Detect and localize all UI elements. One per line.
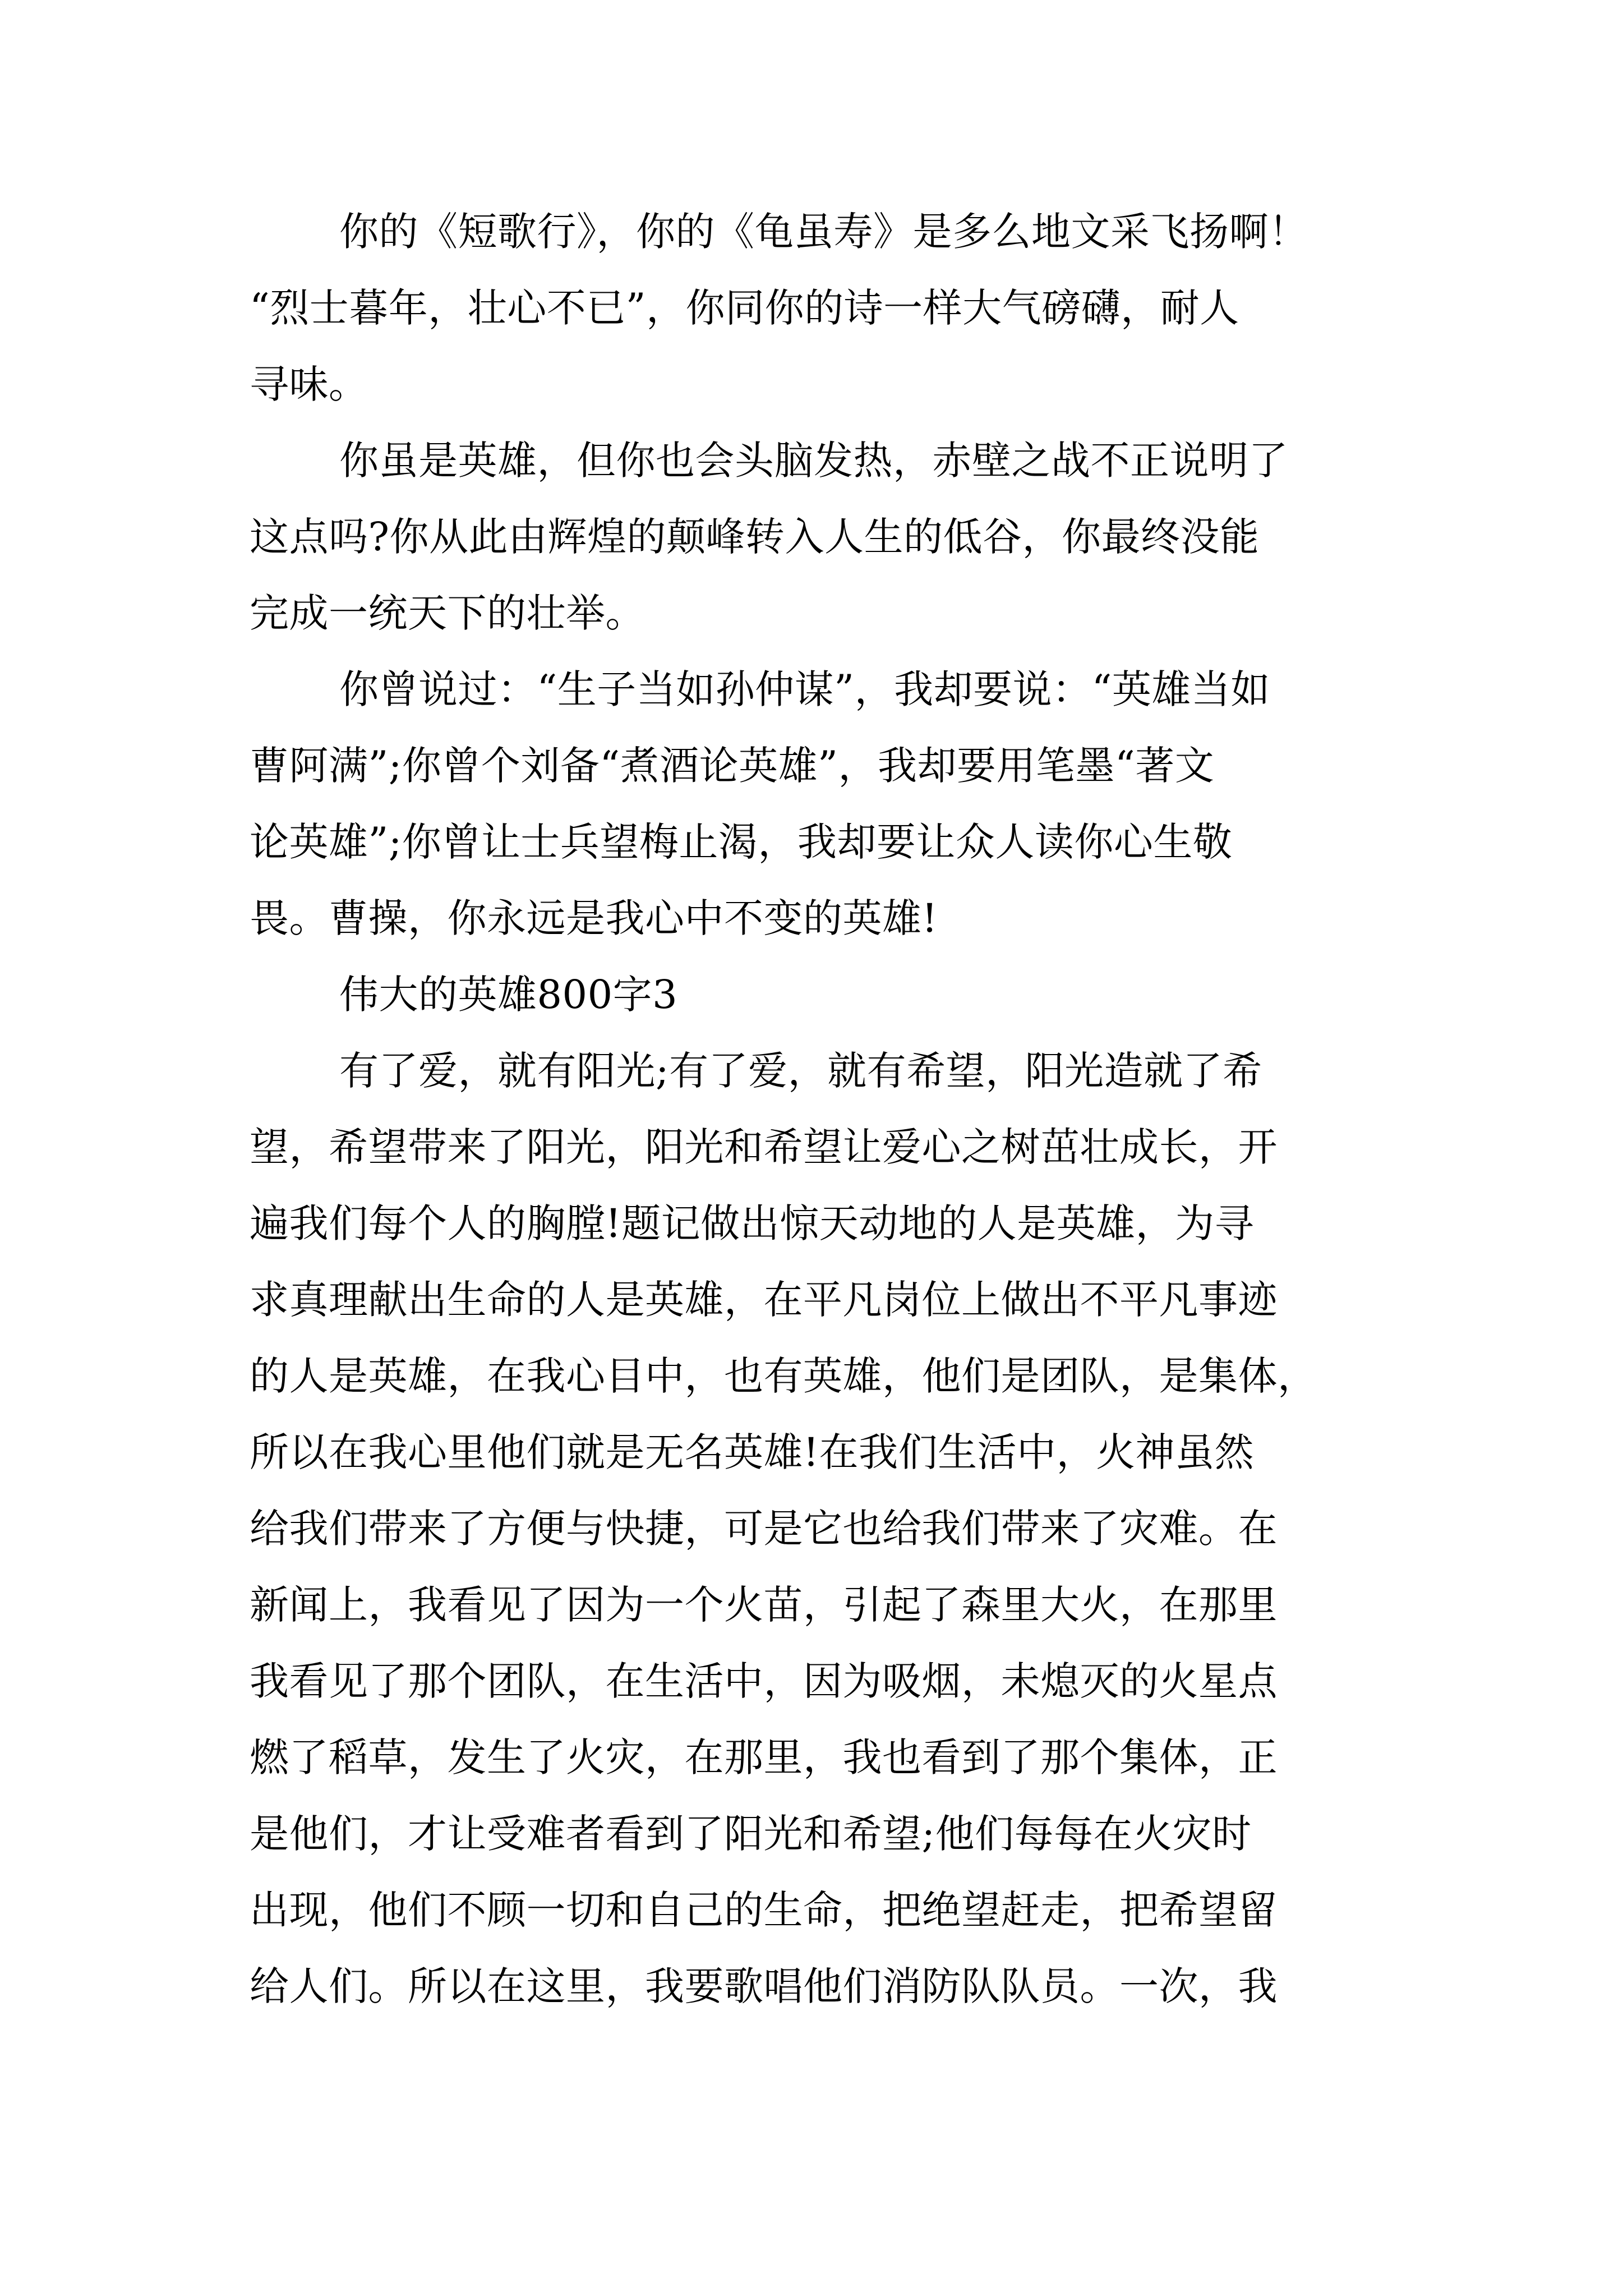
text-line: 论英雄”;你曾让士兵望梅止渴，我却要让众人读你心生敬 (250, 819, 1233, 865)
text-line: 畏。曹操，你永远是我心中不变的英雄! (250, 895, 938, 941)
text-line: 你虽是英雄，但你也会头脑发热，赤壁之战不正说明了 (339, 438, 1288, 484)
text-line: 新闻上，我看见了因为一个火苗，引起了森里大火，在那里 (250, 1582, 1278, 1628)
text-line: 曹阿满”;你曾个刘备“煮酒论英雄”，我却要用笔墨“著文 (250, 743, 1215, 789)
text-line: “烈士暮年，壮心不已”，你同你的诗一样大气磅礴，耐人 (250, 285, 1239, 331)
text-line: 这点吗?你从此由辉煌的颠峰转入人生的低谷，你最终没能 (250, 514, 1260, 560)
text-line: 出现，他们不顾一切和自己的生命，把绝望赶走，把希望留 (250, 1887, 1278, 1933)
text-line: 遍我们每个人的胸膛!题记做出惊天动地的人是英雄，为寻 (250, 1200, 1255, 1246)
text-line: 寻味。 (250, 361, 368, 407)
text-line: 燃了稻草，发生了火灾，在那里，我也看到了那个集体，正 (250, 1734, 1278, 1780)
document-body (250, 194, 1377, 2024)
text-line: 完成一统天下的壮举。 (250, 590, 645, 636)
text-line: 有了爱，就有阳光;有了爱，就有希望，阳光造就了希 (339, 1048, 1262, 1094)
text-line: 你的《短歌行》，你的《龟虽寿》是多么地文采飞扬啊！ (339, 209, 1308, 255)
text-line: 你曾说过：“生子当如孙仲谋”，我却要说：“英雄当如 (339, 666, 1270, 712)
text-line: 所以在我心里他们就是无名英雄!在我们生活中，火神虽然 (250, 1429, 1255, 1475)
section-heading: 伟大的英雄800字3 (339, 972, 678, 1018)
text-line: 的人是英雄，在我心目中，也有英雄，他们是团队，是集体， (250, 1353, 1317, 1399)
text-line: 求真理献出生命的人是英雄，在平凡岗位上做出不平凡事迹 (250, 1277, 1278, 1323)
text-line: 是他们，才让受难者看到了阳光和希望;他们每每在火灾时 (250, 1811, 1252, 1857)
text-line: 给人们。所以在这里，我要歌唱他们消防队队员。一次，我 (250, 1963, 1278, 2009)
text-line: 我看见了那个团队，在生活中，因为吸烟，未熄灭的火星点 (250, 1658, 1278, 1704)
text-line: 给我们带来了方便与快捷，可是它也给我们带来了灾难。在 (250, 1506, 1278, 1552)
text-line: 望，希望带来了阳光，阳光和希望让爱心之树茁壮成长，开 (250, 1124, 1278, 1170)
